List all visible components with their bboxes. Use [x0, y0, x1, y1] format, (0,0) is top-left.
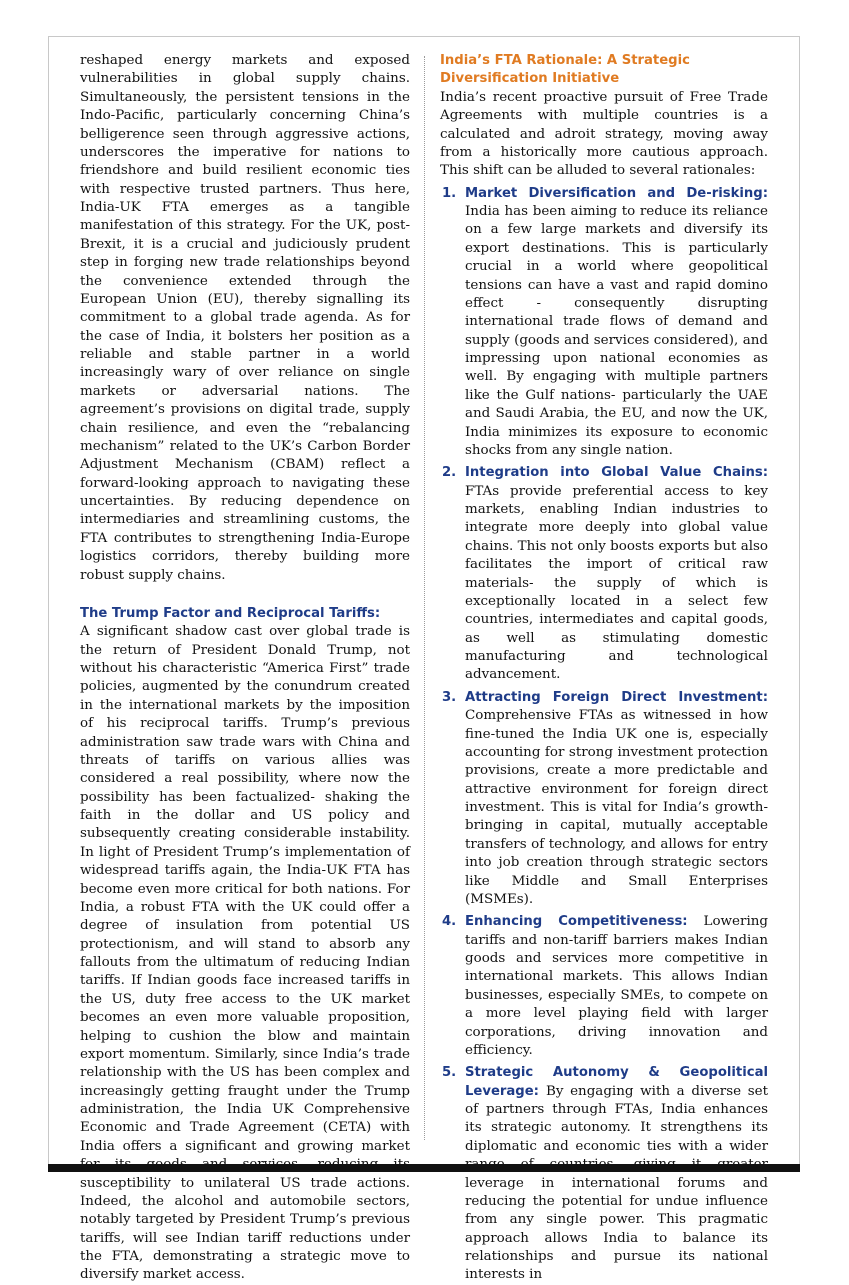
- list-item: [440, 185, 768, 461]
- right-column: [440, 52, 768, 1285]
- list-item-number: 2.: [442, 465, 457, 481]
- list-item-number: 3.: [442, 689, 457, 705]
- footer-bar: [48, 1164, 800, 1172]
- fta-rationale-heading: India’s FTA Rationale: A Strategic Diversification Initiative: [440, 53, 690, 87]
- list-item-title: Attracting Foreign Direct Investment:: [465, 689, 768, 705]
- list-item-title: Enhancing Competitiveness:: [465, 914, 704, 930]
- list-item-title: Market Diversification and De-risking:: [465, 185, 768, 201]
- list-item-text: FTAs provide preferential access to key markets, enabling Indian industries to integrate more deeply into global value chains. This not only boosts exports but also facilitates the import of critical raw materials- the supply of which is exceptionally located in a select few countries, intermediates and capital goods, as well as stimulating domestic manufacturing and technological advancement.: [465, 483, 768, 683]
- rationale-list: [440, 185, 768, 1285]
- list-item-title: Integration into Global Value Chains:: [465, 465, 768, 481]
- column-divider: [424, 56, 426, 1140]
- fta-rationale-intro: India’s recent proactive pursuit of Free Trade Agreements with multiple countries is a calculated and adroit strategy, moving away from a historically more cautious approach. This shift can be alluded to several rationales:: [440, 89, 768, 179]
- list-item-title: Strategic Autonomy & Geopolitical Leverage:: [465, 1065, 768, 1099]
- list-item-text: Lowering tariffs and non-tariff barriers makes Indian goods and services more competitive in international markets. This allows Indian businesses, especially SMEs, to compete on a more level playing field with larger corporations, driving innovation and efficiency.: [465, 914, 768, 1058]
- list-item: [440, 913, 768, 1060]
- intro-paragraph: reshaped energy markets and exposed vulnerabilities in global supply chains. Simultaneously, the persistent tensions in the Indo-Pacific, particularly concerning China’s belligerence seen through aggressive actions, underscores the imperative for nations to friendshore and build resilient economic ties with respective trusted partners. Thus here, India-UK FTA emerges as a tangible manifestation of this strategy. For the UK, post-Brexit, it is a crucial and judiciously prudent step in forging new trade relationships beyond the convenience extended through the European Union (EU), thereby signalling its commitment to a global trade agenda. As for the case of India, it bolsters her position as a reliable and stable partner in a world increasingly wary of over reliance on single markets or adversarial nations. The agreement’s provisions on digital trade, supply chain resilience, and even the “rebalancing mechanism” related to the UK’s Carbon Border Adjustment Mechanism (CBAM) reflect a forward-looking approach to navigating these uncertainties. By reducing dependence on intermediaries and streamlining customs, the FTA contributes to strengthening India-Europe logistics corridors, thereby building more robust supply chains.: [80, 53, 410, 583]
- list-item-text: By engaging with a diverse set of partners through FTAs, India enhances its strategic autonomy. It strengthens its diplomatic and economic ties with a wider leverage in international forums and reducing the potential for undue influence from any single power. This pragmatic approach allows India to balance its relationships and pursue its national interests in: [465, 1083, 768, 1283]
- list-item-number: 1.: [442, 185, 457, 201]
- list-item: [440, 1064, 768, 1285]
- trump-section-paragraph: A significant shadow cast over global trade is the return of President Donald Trump, not without his characteristic “America First” trade policies, augmented by the conundrum created in the international markets by the imposition of his reciprocal tariffs. Trump’s previous administration saw trade wars with China and threats of tariffs on various allies was considered a real possibility, where now the possibility has been factualized- shaking the faith in the dollar and US policy and subsequently creating considerable instability. In light of President Trump’s implementation of widespread tariffs again, the India-UK FTA has become even more critical for both nations. For India, a robust FTA with the UK could offer a degree of insulation from potential US protectionism, and will stand to absorb any fallouts from the ultimatum of reducing Indian tariffs. If Indian goods face increased tariffs in the US, duty free access to the UK market becomes an even more valuable proposition, helping to cushion the blow and maintain export momentum. Similarly, since India’s trade relationship with the US has been complex and increasingly getting fraught under the Trump administration, the India UK Comprehensive Economic and Trade Agreement (CETA) with India offers a significant and growing market susceptibility to unilateral US trade actions. Indeed, the alcohol and automobile sectors, notably targeted by President Trump’s previous tariffs, will see Indian tariff reductions under the FTA, demonstrating a strategic move to diversify market access.: [80, 624, 410, 1283]
- left-column: [80, 52, 410, 1285]
- trump-section-heading: The Trump Factor and Reciprocal Tariffs:: [80, 605, 381, 621]
- list-item: [440, 689, 768, 910]
- list-item-number: 5.: [442, 1065, 457, 1081]
- list-item-text: Comprehensive FTAs as witnessed in how fine-tuned the India UK one is, especially accounting for strong investment protection provisions, create a more predictable and attractive environment for foreign direct investment. This is vital for India’s growth- bringing in capital, mutually acceptable transfers of technology, and allows for entry into job creation through strategic sectors like Middle and Small Enterprises (MSMEs).: [465, 708, 768, 907]
- list-item: [440, 464, 768, 685]
- list-item-number: 4.: [442, 914, 457, 930]
- list-item-text: India has been aiming to reduce its reliance on a few large markets and diversify its export destinations. This is particularly crucial in a world where geopolitical tensions can have a vast and rapid domino effect - consequently disrupting international trade flows of demand and supply (goods and services considered), and impressing upon national economies as well. By engaging with multiple partners like the Gulf nations- particularly the UAE and Saudi Arabia, the EU, and now the UK, India minimizes its exposure to economic shocks from any single nation.: [465, 204, 768, 458]
